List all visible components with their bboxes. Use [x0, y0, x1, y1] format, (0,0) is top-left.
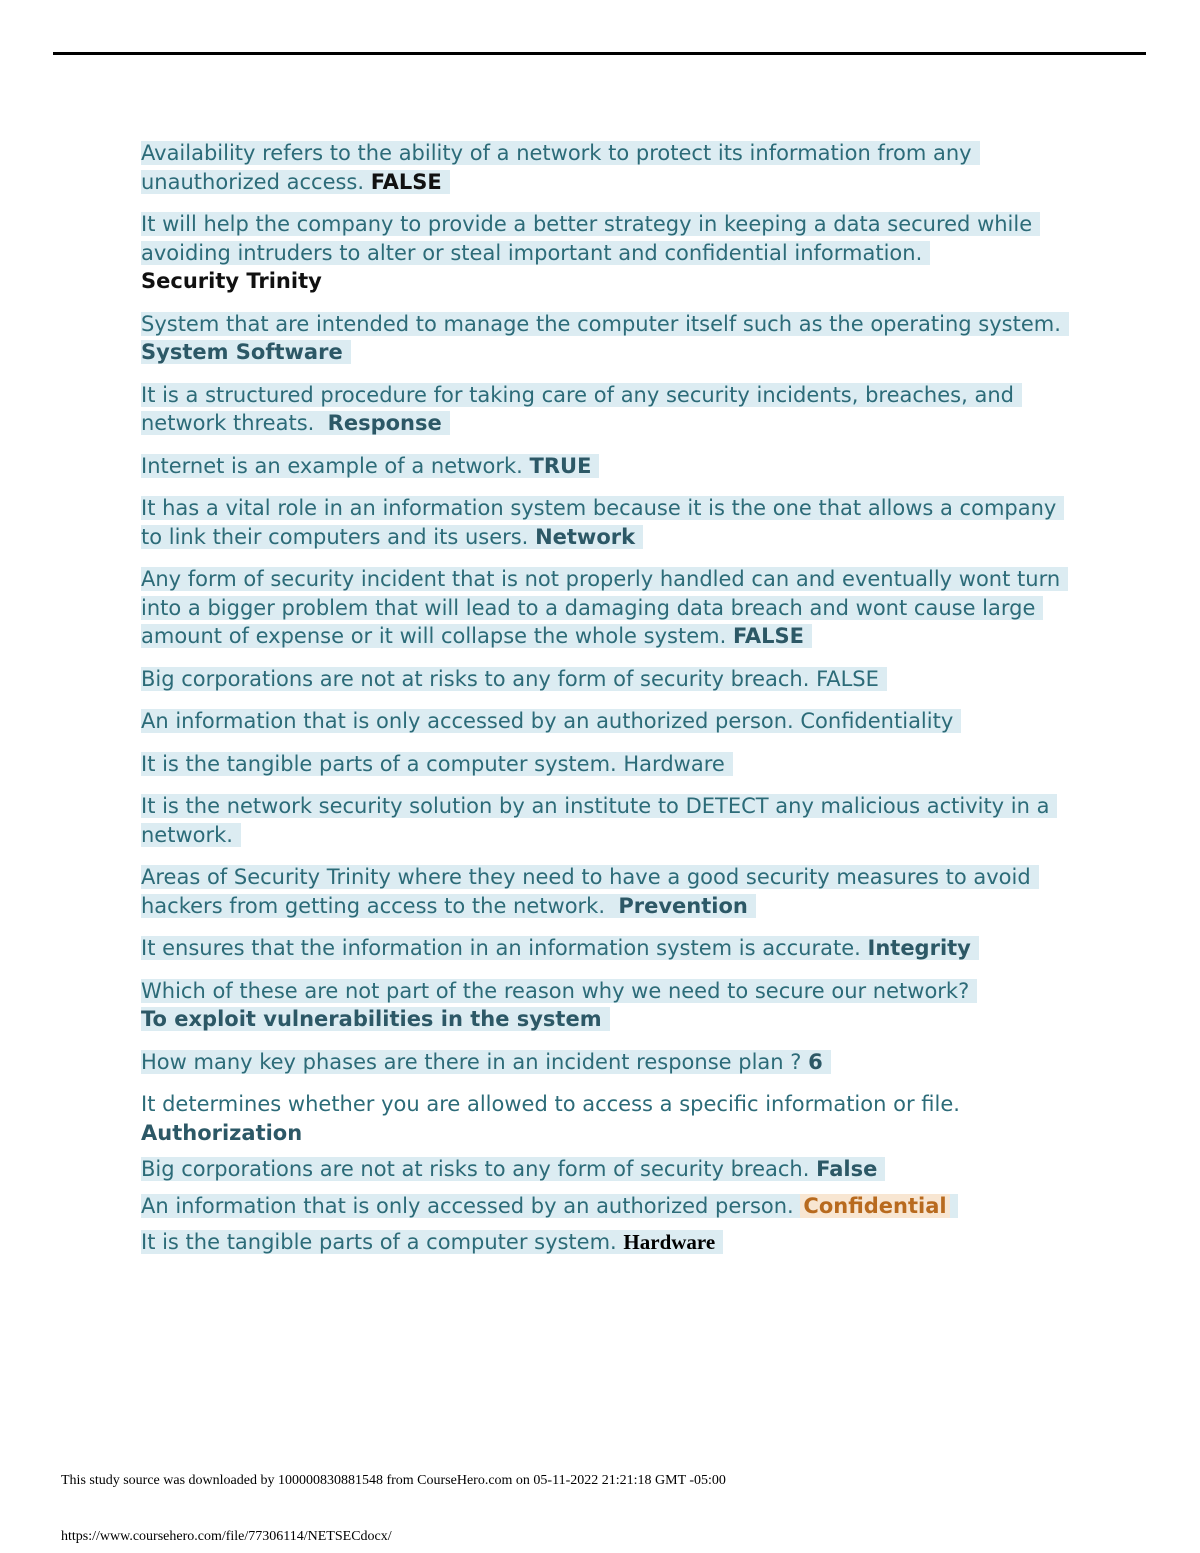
question-text: An information that is only accessed by an authorized person. [141, 1193, 794, 1218]
answer-text: Authorization [141, 1120, 303, 1145]
qa-item-17 [141, 1155, 1061, 1184]
qa-item-14 [141, 977, 1061, 1034]
question-text: It is the tangible parts of a computer system. Hardware [141, 751, 725, 776]
qa-item-19 [141, 1228, 1061, 1257]
qa-item-7 [141, 565, 1061, 651]
question-text: It has a vital role in an information system because it is the one that allows a company to link their computers and its users. [141, 496, 1057, 549]
qa-item-11 [141, 792, 1061, 849]
document-body [141, 139, 1061, 1265]
question-text: System that are intended to manage the computer itself such as the operating system. [141, 311, 1061, 336]
question-text: Big corporations are not at risks to any form of security breach. FALSE [141, 666, 879, 691]
answer-text: Hardware [623, 1230, 716, 1254]
question-text: It determines whether you are allowed to access a specific information or file. [141, 1092, 960, 1116]
question-text: How many key phases are there in an incident response plan ? [141, 1049, 802, 1074]
qa-item-12 [141, 863, 1061, 920]
qa-item-15 [141, 1048, 1061, 1077]
answer-text: Response [327, 411, 442, 435]
qa-item-4 [141, 381, 1061, 438]
answer-text: TRUE [529, 453, 592, 478]
question-text: It will help the company to provide a better strategy in keeping a data secured while avoiding intruders to alter or steal important and confidential information. [141, 212, 1033, 265]
answer-text: System Software [141, 340, 343, 364]
qa-item-5 [141, 452, 1061, 481]
question-text: It ensures that the information in an information system is accurate. [141, 936, 861, 960]
question-text: Big corporations are not at risks to any form of security breach. [141, 1157, 810, 1181]
qa-item-16 [141, 1090, 1061, 1147]
question-text: Availability refers to the ability of a network to protect its information from any unauthorized access. [141, 141, 972, 194]
answer-text: False [816, 1157, 878, 1181]
question-text: Which of these are not part of the reason why we need to secure our network? [141, 978, 970, 1003]
question-text: Internet is an example of a network. [141, 453, 523, 478]
question-text: Areas of Security Trinity where they need to have a good security measures to avoid hackers from getting access to the network. [141, 865, 1031, 918]
answer-text: Prevention [618, 893, 748, 918]
answer-text: FALSE [370, 169, 442, 194]
qa-item-13 [141, 934, 1061, 963]
qa-item-6 [141, 494, 1061, 551]
question-text: An information that is only accessed by an authorized person. Confidentiality [141, 709, 954, 733]
qa-item-10 [141, 750, 1061, 779]
answer-text: Confidential [800, 1194, 949, 1218]
answer-text: Integrity [867, 936, 971, 960]
qa-item-1 [141, 139, 1061, 196]
qa-item-2 [141, 210, 1061, 296]
question-text: It is the tangible parts of a computer system. [141, 1230, 617, 1254]
question-text: It is the network security solution by an institute to DETECT any malicious activity in a network. [141, 794, 1050, 847]
question-text: It is a structured procedure for taking care of any security incidents, breaches, and network threats. [141, 382, 1014, 435]
download-notice: This study source was downloaded by 100000830881548 from CourseHero.com on 05-11-2022 21:21:18 GMT -05:00 [61, 1473, 726, 1488]
answer-text: FALSE [732, 624, 804, 648]
qa-item-18 [141, 1192, 1061, 1221]
answer-text: Security Trinity [141, 269, 322, 293]
answer-text: To exploit vulnerabilities in the system [141, 1007, 602, 1031]
qa-item-9 [141, 707, 1061, 736]
answer-text: 6 [808, 1049, 823, 1074]
qa-item-3 [141, 310, 1061, 367]
source-url-link[interactable]: https://www.coursehero.com/file/77306114/NETSECdocx/ [61, 1529, 392, 1544]
top-rule [53, 52, 1146, 55]
question-text: Any form of security incident that is not properly handled can and eventually wont turn into a bigger problem that will lead to a damaging data breach and wont cause large amount of expense or it will collapse the whole system. [141, 567, 1061, 648]
qa-item-8 [141, 665, 1061, 694]
answer-text: Network [535, 524, 636, 549]
